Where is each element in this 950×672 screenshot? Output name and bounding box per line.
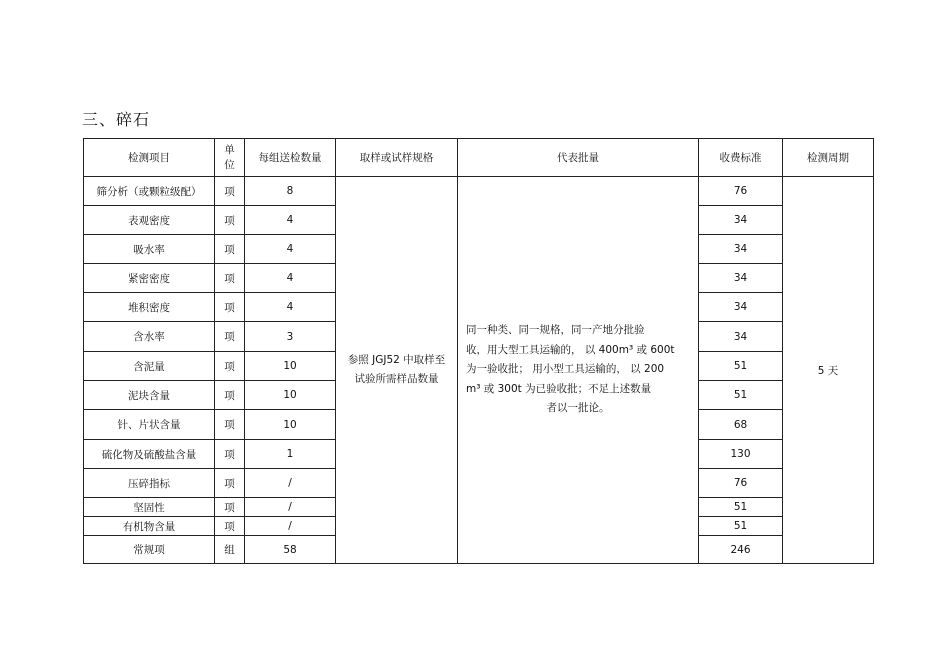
batch-line: 者以一批论。 [546, 402, 610, 415]
cell-item: 含泥量 [84, 352, 215, 381]
batch-cell [458, 177, 699, 564]
cell-fee: 34 [699, 322, 783, 352]
cell-unit: 组 [215, 536, 245, 564]
sample-spec-line: 参照 JGJ52 中取样至 [347, 354, 446, 366]
header-fee: 收费标准 [699, 139, 783, 177]
cell-fee: 130 [699, 440, 783, 469]
cell-item: 紧密密度 [84, 264, 215, 293]
cell-qty: 4 [245, 264, 336, 293]
cell-qty: 10 [245, 381, 336, 410]
cell-item: 针、片状含量 [84, 410, 215, 440]
cell-qty: / [245, 517, 336, 536]
cell-item: 泥块含量 [84, 381, 215, 410]
sample-spec-line: 试验所需样品数量 [354, 373, 439, 385]
header-period: 检测周期 [783, 139, 874, 177]
cell-unit: 项 [215, 517, 245, 536]
period-cell: 5 天 [783, 177, 874, 564]
cell-fee: 76 [699, 177, 783, 206]
section-heading: 三、碎石 [82, 110, 151, 129]
cell-fee: 68 [699, 410, 783, 440]
cell-unit: 项 [215, 177, 245, 206]
table-row [84, 177, 874, 206]
cell-item: 硫化物及硫酸盐含量 [84, 440, 215, 469]
cell-unit: 项 [215, 469, 245, 498]
cell-fee: 34 [699, 235, 783, 264]
cell-qty: / [245, 469, 336, 498]
cell-unit: 项 [215, 498, 245, 517]
header-qty: 每组送检数量 [245, 139, 336, 177]
cell-unit: 项 [215, 206, 245, 235]
cell-qty: 4 [245, 235, 336, 264]
cell-fee: 76 [699, 469, 783, 498]
cell-fee: 34 [699, 264, 783, 293]
cell-qty: 10 [245, 410, 336, 440]
cell-unit: 项 [215, 440, 245, 469]
cell-item: 压碎指标 [84, 469, 215, 498]
cell-unit: 项 [215, 381, 245, 410]
cell-qty: 8 [245, 177, 336, 206]
cell-fee: 51 [699, 352, 783, 381]
cell-qty: 3 [245, 322, 336, 352]
cell-item: 筛分析（或颗粒级配） [84, 177, 215, 206]
cell-qty: 10 [245, 352, 336, 381]
header-batch: 代表批量 [458, 139, 699, 177]
cell-item: 表观密度 [84, 206, 215, 235]
cell-fee: 246 [699, 536, 783, 564]
batch-line: 收，用大型工具运输的， 以 400m³ 或 600t [466, 343, 675, 356]
cell-qty: 4 [245, 293, 336, 322]
cell-item: 坚固性 [84, 498, 215, 517]
cell-fee: 34 [699, 206, 783, 235]
cell-qty: 4 [245, 206, 336, 235]
cell-qty: 1 [245, 440, 336, 469]
cell-qty: 58 [245, 536, 336, 564]
header-unit: 单位 [215, 139, 245, 177]
cell-item: 常规项 [84, 536, 215, 564]
cell-unit: 项 [215, 352, 245, 381]
cell-fee: 34 [699, 293, 783, 322]
cell-item: 堆积密度 [84, 293, 215, 322]
header-item: 检测项目 [84, 139, 215, 177]
table-header-row [84, 139, 874, 177]
cell-item: 吸水率 [84, 235, 215, 264]
batch-line: 为一验收批； 用小型工具运输的， 以 200 [466, 363, 665, 376]
cell-unit: 项 [215, 264, 245, 293]
batch-line: m³ 或 300t 为已验收批；不足上述数量 [466, 382, 652, 395]
sample-spec-cell [336, 177, 458, 564]
cell-unit: 项 [215, 293, 245, 322]
testing-fee-table [83, 138, 874, 564]
cell-item: 含水率 [84, 322, 215, 352]
cell-fee: 51 [699, 381, 783, 410]
cell-fee: 51 [699, 498, 783, 517]
cell-fee: 51 [699, 517, 783, 536]
cell-unit: 项 [215, 410, 245, 440]
cell-qty: / [245, 498, 336, 517]
header-sample: 取样或试样规格 [336, 139, 458, 177]
cell-unit: 项 [215, 235, 245, 264]
cell-unit: 项 [215, 322, 245, 352]
cell-item: 有机物含量 [84, 517, 215, 536]
batch-line: 同一种类、同一规格，同一产地分批验 [466, 324, 645, 337]
